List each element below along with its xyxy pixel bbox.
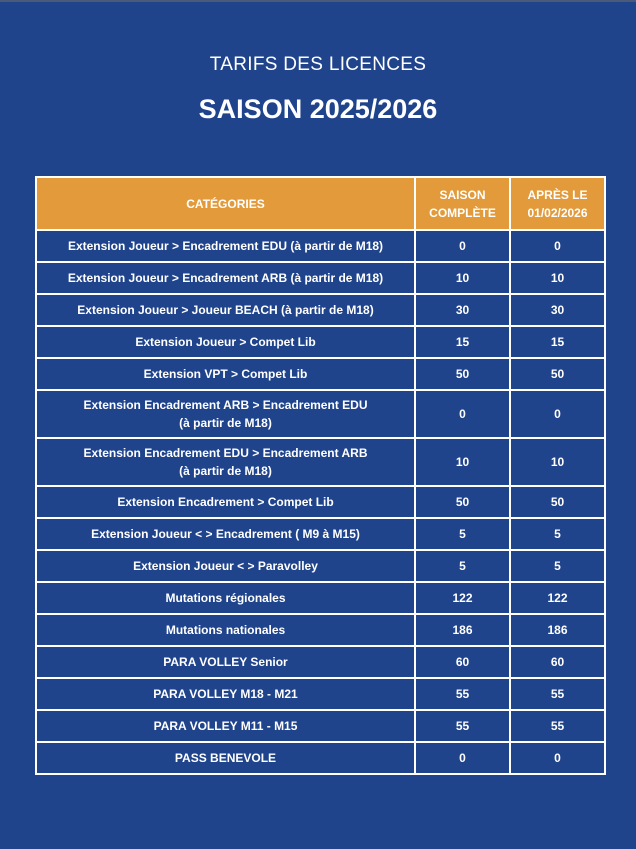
table-row [36, 390, 605, 438]
table-row [36, 550, 605, 582]
full-season-price: 122 [415, 582, 510, 614]
after-date-price: 15 [510, 326, 605, 358]
top-border [0, 0, 636, 2]
category-cell: Extension Joueur > Joueur BEACH (à partir de M18) [36, 294, 415, 326]
full-season-price: 5 [415, 550, 510, 582]
table-row [36, 326, 605, 358]
category-cell: Extension Encadrement ARB > Encadrement EDU (à partir de M18) [36, 390, 415, 438]
header-categories: CATÉGORIES [36, 177, 415, 230]
table-header-row [36, 177, 605, 230]
full-season-price: 10 [415, 262, 510, 294]
after-date-price: 5 [510, 518, 605, 550]
table-row [36, 438, 605, 486]
table-row [36, 486, 605, 518]
category-cell: Extension Joueur < > Paravolley [36, 550, 415, 582]
full-season-price: 60 [415, 646, 510, 678]
category-cell: Extension Encadrement EDU > Encadrement ARB (à partir de M18) [36, 438, 415, 486]
table-row [36, 582, 605, 614]
table-row [36, 710, 605, 742]
full-season-price: 10 [415, 438, 510, 486]
after-date-price: 0 [510, 390, 605, 438]
table-row [36, 230, 605, 262]
full-season-price: 50 [415, 486, 510, 518]
after-date-price: 30 [510, 294, 605, 326]
category-cell: Mutations nationales [36, 614, 415, 646]
table-row [36, 262, 605, 294]
table-row [36, 518, 605, 550]
category-cell: Extension Joueur < > Encadrement ( M9 à M15) [36, 518, 415, 550]
full-season-price: 186 [415, 614, 510, 646]
after-date-price: 186 [510, 614, 605, 646]
category-cell: Extension Joueur > Encadrement EDU (à partir de M18) [36, 230, 415, 262]
category-cell: PARA VOLLEY M18 - M21 [36, 678, 415, 710]
full-season-price: 15 [415, 326, 510, 358]
after-date-price: 60 [510, 646, 605, 678]
table-row [36, 294, 605, 326]
category-cell: PASS BENEVOLE [36, 742, 415, 774]
table-row [36, 614, 605, 646]
category-cell: Extension Joueur > Compet Lib [36, 326, 415, 358]
full-season-price: 50 [415, 358, 510, 390]
after-date-price: 0 [510, 230, 605, 262]
after-date-price: 10 [510, 438, 605, 486]
table-row [36, 358, 605, 390]
category-cell: Extension Encadrement > Compet Lib [36, 486, 415, 518]
after-date-price: 50 [510, 486, 605, 518]
full-season-price: 5 [415, 518, 510, 550]
full-season-price: 55 [415, 678, 510, 710]
after-date-price: 10 [510, 262, 605, 294]
header-full-season: SAISON COMPLÈTE [415, 177, 510, 230]
full-season-price: 30 [415, 294, 510, 326]
category-cell: Extension Joueur > Encadrement ARB (à partir de M18) [36, 262, 415, 294]
full-season-price: 55 [415, 710, 510, 742]
full-season-price: 0 [415, 390, 510, 438]
after-date-price: 50 [510, 358, 605, 390]
header-after-date: APRÈS LE 01/02/2026 [510, 177, 605, 230]
tariffs-table [35, 176, 606, 775]
after-date-price: 55 [510, 710, 605, 742]
table-row [36, 678, 605, 710]
table-row [36, 742, 605, 774]
page-subtitle: TARIFS DES LICENCES [209, 54, 427, 75]
after-date-price: 55 [510, 678, 605, 710]
category-cell: Extension VPT > Compet Lib [36, 358, 415, 390]
full-season-price: 0 [415, 742, 510, 774]
after-date-price: 5 [510, 550, 605, 582]
table-row [36, 646, 605, 678]
category-cell: PARA VOLLEY M11 - M15 [36, 710, 415, 742]
full-season-price: 0 [415, 230, 510, 262]
category-cell: PARA VOLLEY Senior [36, 646, 415, 678]
category-cell: Mutations régionales [36, 582, 415, 614]
page-title: SAISON 2025/2026 [198, 94, 438, 124]
after-date-price: 122 [510, 582, 605, 614]
after-date-price: 0 [510, 742, 605, 774]
